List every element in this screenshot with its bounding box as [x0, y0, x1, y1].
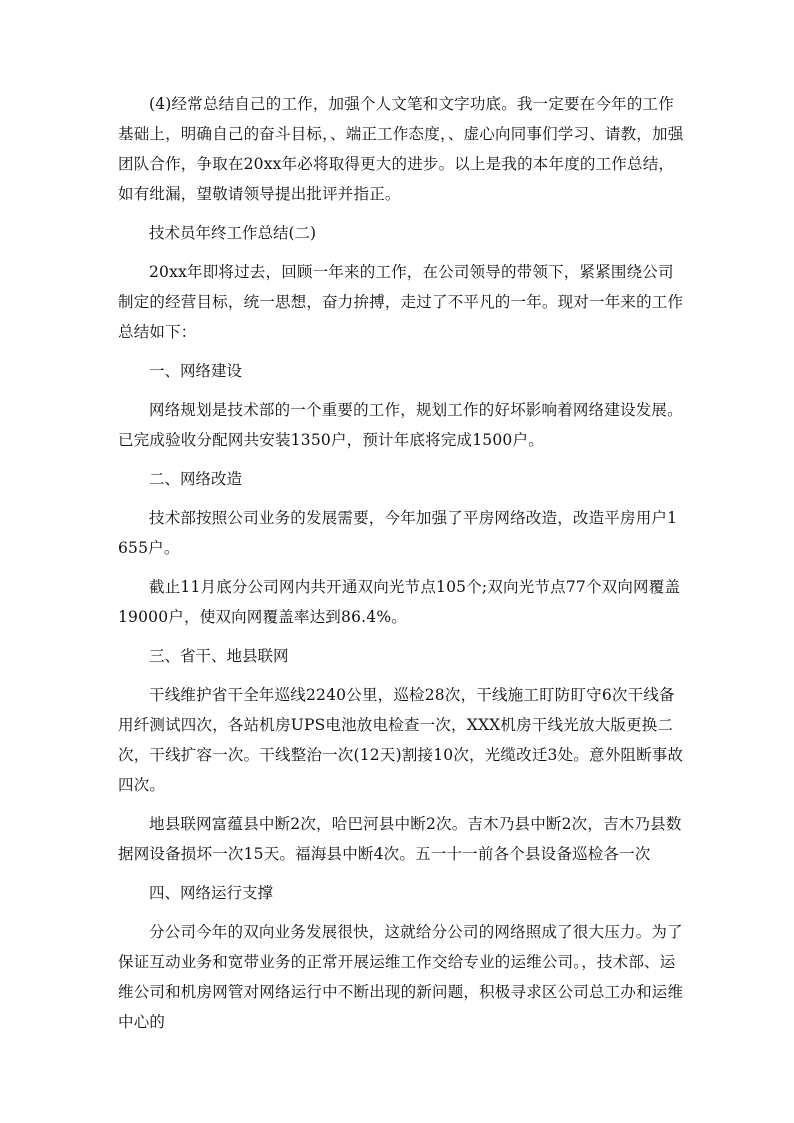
paragraph-intro: 20xx年即将过去，回顾一年来的工作，在公司领导的带领下，紧紧围绕公司制定的经营目标，统一思想，奋力拚搏，走过了不平凡的一年。现对一年来的工作总结如下：: [118, 263, 684, 341]
paragraph-operation-support: 分公司今年的双向业务发展很快，这就给分公司的网络照成了很大压力。为了保证互动业务和宽带业务的正常开展运维工作交给专业的运维公司。，技术部、运维公司和机房网管对网络运行中不断出现的新问题，积极寻求区公司总工办和运维中心的: [118, 923, 684, 1031]
heading-network-renovation: 二、网络改造: [149, 470, 243, 488]
paragraph-self-improvement: (4)经常总结自己的工作，加强个人文笔和文字功底。我一定要在今年的工作基础上，明确自己的奋斗目标，、端正工作态度，、虚心向同事们学习、请教，加强团队合作，争取在20xx年必将取得更大的进步。以上是我的本年度的工作总结，如有纰漏，望敬请领导提出批评并指正。: [118, 95, 684, 203]
paragraph-trunk-maintenance: 干线维护省干全年巡线2240公里，巡检28次，干线施工盯防盯守6次干线备用纤测试四次，各站机房UPS电池放电检查一次，XXX机房干线光放大版更换二次，干线扩容一次。干线整治一次(12天)割接10次，光缆改迁3处。意外阻断事故四次。: [118, 686, 684, 794]
heading-provincial-county-network: 三、省干、地县联网: [149, 647, 289, 665]
paragraph-network-planning: 网络规划是技术部的一个重要的工作，规划工作的好坏影响着网络建设发展。已完成验收分配网共安装1350户，预计年底将完成1500户。: [118, 401, 683, 449]
paragraph-county-outages: 地县联网富蕴县中断2次，哈巴河县中断2次。吉木乃县中断2次，吉木乃县数据网设备损坏一次15天。福海县中断4次。五一十一前各个县设备巡检各一次: [118, 815, 682, 863]
paragraph-two-way-nodes: 截止11月底分公司网内共开通双向光节点105个;双向光节点77个双向网覆盖19000户，使双向网覆盖率达到86.4%。: [118, 578, 681, 626]
heading-network-construction: 一、网络建设: [149, 362, 243, 380]
section-title: 技术员年终工作总结(二): [149, 224, 317, 242]
paragraph-bungalow-renovation: 技术部按照公司业务的发展需要，今年加强了平房网络改造，改造平房用户1655户。: [118, 509, 678, 557]
document-body: [118, 89, 686, 1037]
heading-network-operation-support: 四、网络运行支撑: [149, 884, 274, 902]
